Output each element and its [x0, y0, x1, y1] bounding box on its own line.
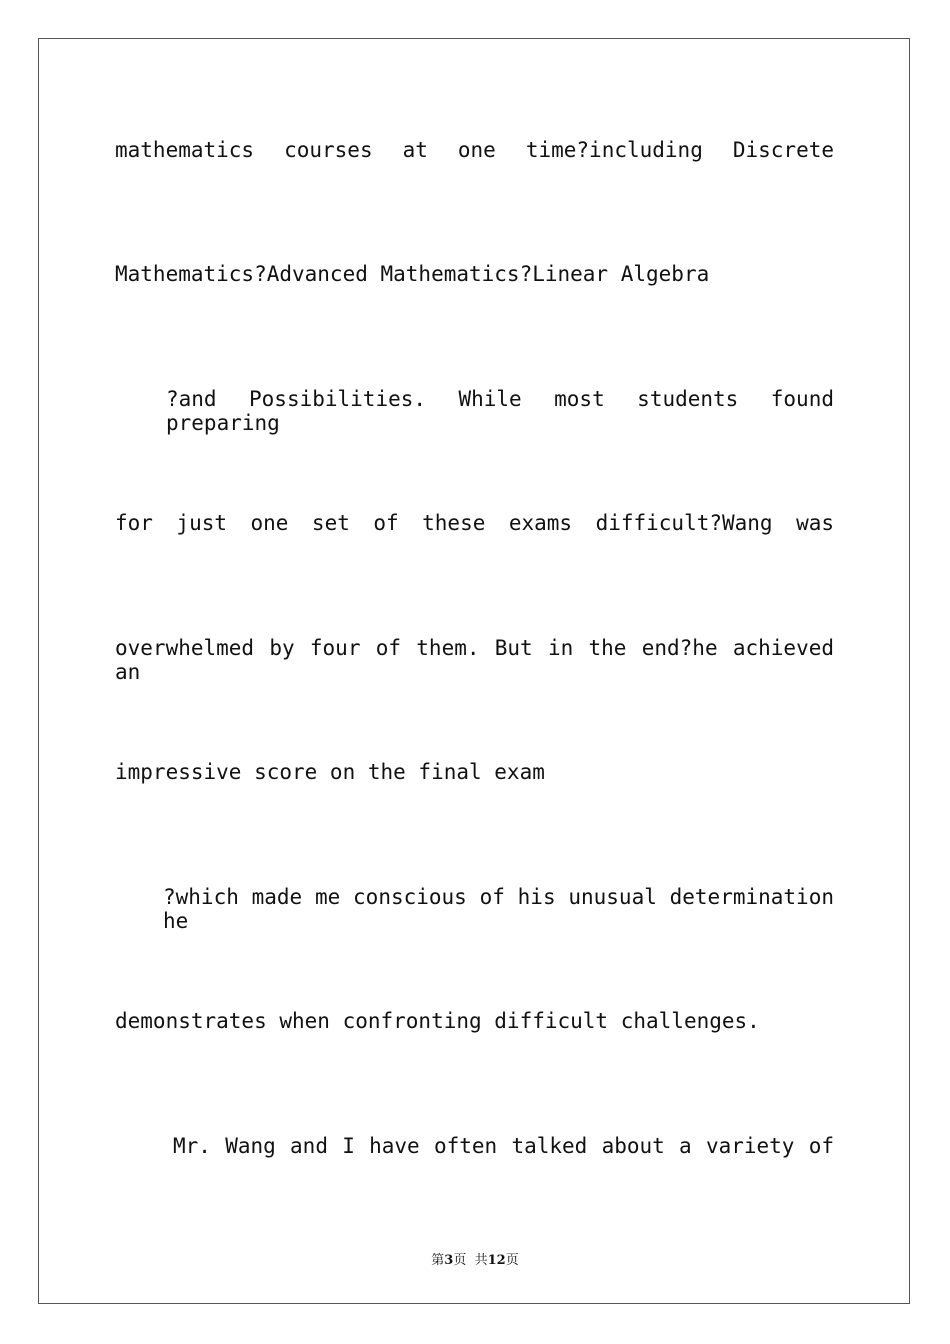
text-line-4: for just one set of these exams difficult?Wang was [115, 511, 834, 535]
text-line-1: mathematics courses at one time?including Discrete [115, 138, 834, 162]
page-footer [0, 1249, 950, 1268]
text-line-9: Mr. Wang and I have often talked about a variety of [173, 1134, 834, 1158]
footer-suffix: 页 [505, 1253, 519, 1268]
text-line-6: impressive score on the final exam [115, 760, 545, 784]
text-line-2: Mathematics?Advanced Mathematics?Linear Algebra [115, 262, 710, 286]
current-page-number: 3 [444, 1253, 454, 1268]
text-line-5: overwhelmed by four of them. But in the end?he achieved an [115, 636, 834, 684]
total-page-count: 12 [487, 1253, 506, 1268]
text-line-3: ?and Possibilities. While most students found preparing [166, 387, 834, 435]
text-line-8: demonstrates when confronting difficult challenges. [115, 1009, 760, 1033]
footer-mid: 页 共 [453, 1253, 488, 1268]
text-line-7: ?which made me conscious of his unusual determination he [163, 885, 834, 933]
footer-prefix: 第 [431, 1253, 445, 1268]
